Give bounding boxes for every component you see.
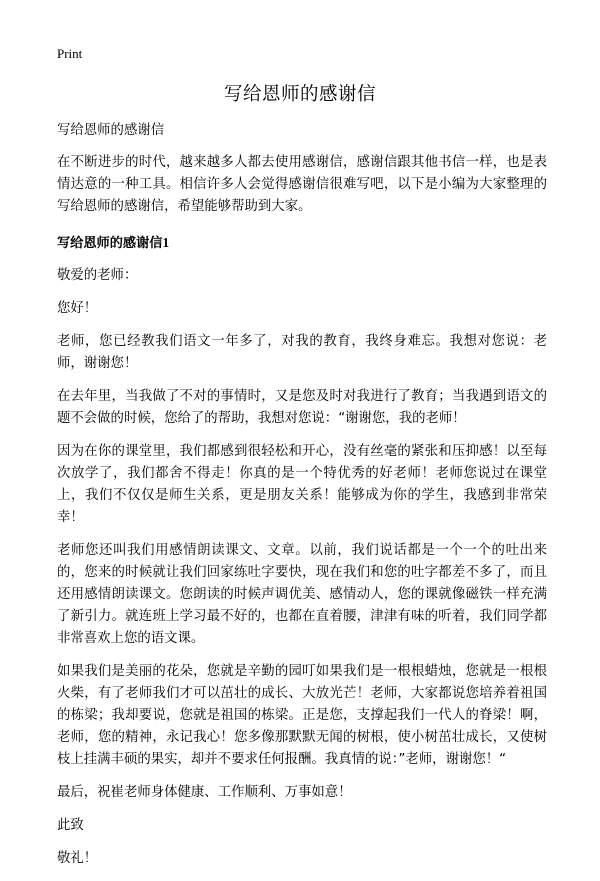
body-paragraph: 在去年里，当我做了不对的事情时，又是您及时对我进行了教育；当我遇到语文的题不会做的时候，您给了的帮助，我想对您说：“谢谢您，我的老师！ bbox=[57, 389, 547, 426]
print-link[interactable]: Print bbox=[57, 46, 83, 61]
body-paragraph: 老师，您已经教我们语文一年多了，对我的教育，我终身难忘。我想对您说：老师，谢谢您！ bbox=[57, 334, 547, 371]
body-paragraph: 因为在你的课堂里，我们都感到很轻松和开心，没有丝毫的紧张和压抑感！以至每次放学了，我们都舍不得走！你真的是一个特优秀的好老师！老师您说过在课堂上，我们不仅仅是师生关系，更是朋友关系！能够成为你的学生，我感到非常荣幸！ bbox=[57, 444, 547, 525]
intro-paragraph: 在不断进步的时代，越来越多人都去使用感谢信，感谢信跟其他书信一样，也是表情达意的一种工具。相信许多人会觉得感谢信很难写吧，以下是小编为大家整理的写给恩师的感谢信，希望能够帮助到大家。 bbox=[57, 155, 547, 214]
document-title: 写给恩师的感谢信 bbox=[223, 84, 376, 105]
document-body bbox=[57, 120, 547, 881]
document-subtitle: 写给恩师的感谢信 bbox=[57, 123, 165, 138]
salutation: 敬爱的老师： bbox=[57, 268, 138, 283]
section-heading bbox=[57, 232, 547, 255]
greeting: 您好！ bbox=[57, 301, 98, 316]
closing-phrase: 此致 bbox=[57, 818, 84, 833]
section-heading-text: 写给恩师的感谢信 bbox=[57, 236, 163, 251]
body-paragraph: 老师您还叫我们用感情朗读课文、文章。以前，我们说话都是一个一个的吐出来的，您来的时候就让我们回家练吐字要快，现在我们和您的吐字都差不多了，而且还用感情朗读课文。您朗读的时候声调优美、感情动人，您的课就像磁铁一样充满了新引力。就连班上学习最不好的，也都在直着腰，津津有味的听着，我们同学都非常喜欢上您的语文课。 bbox=[57, 543, 547, 646]
section-heading-number: 1 bbox=[162, 235, 170, 250]
closing-salute: 敬礼！ bbox=[57, 851, 98, 866]
closing-wish: 最后，祝崔老师身体健康、工作顺利、万事如意！ bbox=[57, 785, 352, 800]
body-paragraph: 如果我们是美丽的花朵，您就是辛勤的园叮如果我们是一根根蜡烛，您就是一根根火柴，有了老师我们才可以茁壮的成长、大放光芒！老师，大家都说您培养着祖国的栋梁；我却要说，您就是祖国的栋梁。正是您，支撑起我们一代人的脊梁！啊，老师，您的精神，永记我心！您多像那默默无闻的树根，使小树茁壮成长，又使树枝上挂满丰硕的果实，却并不要求任何报酬。我真情的说：”老师，谢谢您！“ bbox=[57, 664, 547, 767]
